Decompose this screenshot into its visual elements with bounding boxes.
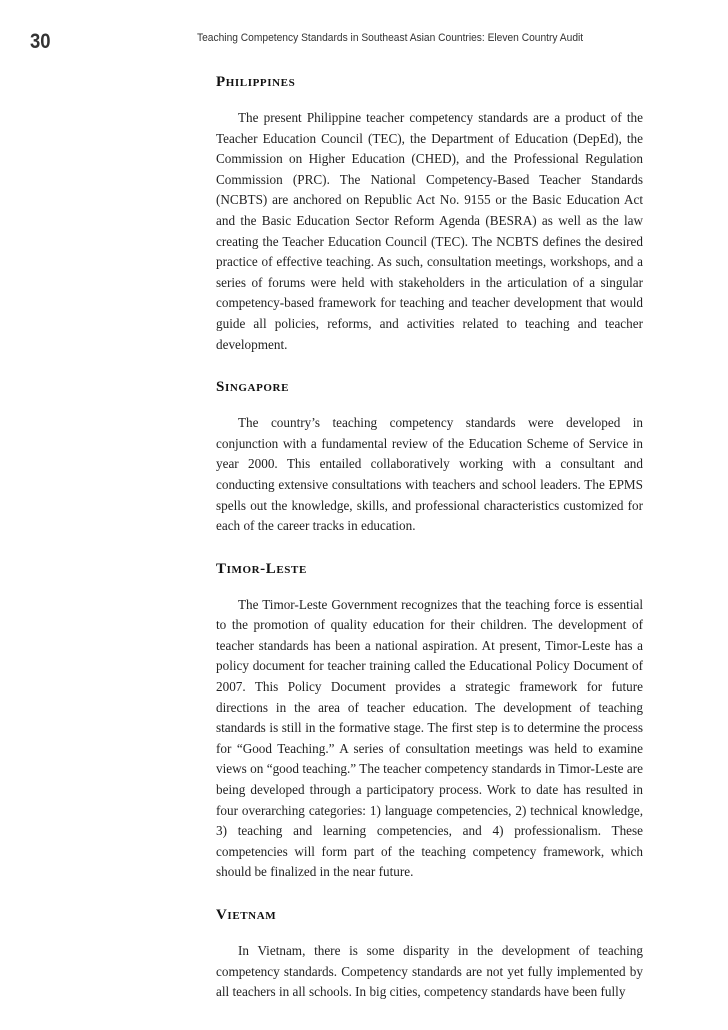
page-number: 30: [30, 30, 51, 53]
section-paragraph: In Vietnam, there is some disparity in the development of teaching competency standards. Competency standards are not yet fully implemented by all teachers in all schools. In big cities, competency standards have been fully: [216, 943, 643, 1000]
section-heading: Vietnam: [216, 907, 277, 923]
section-heading: Philippines: [216, 74, 296, 90]
section-paragraph: The country’s teaching competency standards were developed in conjunction with a fundamental review of the Education Scheme of Service in year 2000. This entailed collaboratively working with a consultant and conducting extensive consultations with teachers and school leaders. The EPMS spells out the knowledge, skills, and professional characteristics customized for each of the career tracks in education.: [216, 415, 643, 534]
page-content: [216, 70, 643, 1023]
section-paragraph: The Timor-Leste Government recognizes that the teaching force is essential to the promotion of quality education for their children. The development of teacher standards has been a national aspiration. At present, Timor-Leste has a policy document for teacher training called the Educational Policy Document of 2007. This Policy Document provides a strategic framework for future directions in the area of teacher education. The development of teaching standards is still in the formative stage. The first step is to determine the process for “Good Teaching.” A series of consultation meetings was held to examine views on “good teaching.” The teacher competency standards in Timor-Leste are being developed through a participatory process. Work to date has resulted in four overarching categories: 1) language competencies, 2) technical knowledge, 3) teaching and learning competencies, and 4) professionalism. These competencies will form part of the teaching competency framework, which should be finalized in the near future.: [216, 596, 643, 880]
section-vietnam: [216, 903, 643, 1003]
section-paragraph: The present Philippine teacher competency standards are a product of the Teacher Education Council (TEC), the Department of Education (DepEd), the Commission on Higher Education (CHED), and the Professional Regulation Commission (PRC). The National Competency-Based Teacher Standards (NCBTS) are anchored on Republic Act No. 9155 or the Basic Education Act and the Basic Education Sector Reform Agenda (BESRA) as well as the law creating the Teacher Education Council (TEC). The NCBTS defines the desired practice of effective teaching. As such, consultation meetings, workshops, and a series of forums were held with stakeholders in the articulation of a singular competency-based framework for teaching and teacher development that would guide all policies, reforms, and activities related to teaching and teacher development.: [216, 110, 643, 352]
section-heading: Timor-Leste: [216, 560, 307, 577]
section-philippines: [216, 70, 643, 355]
running-header: Teaching Competency Standards in Southeast Asian Countries: Eleven Country Audit: [197, 32, 584, 44]
section-singapore: [216, 375, 643, 537]
section-heading: Singapore: [216, 379, 290, 396]
section-timor-leste: [216, 557, 643, 883]
